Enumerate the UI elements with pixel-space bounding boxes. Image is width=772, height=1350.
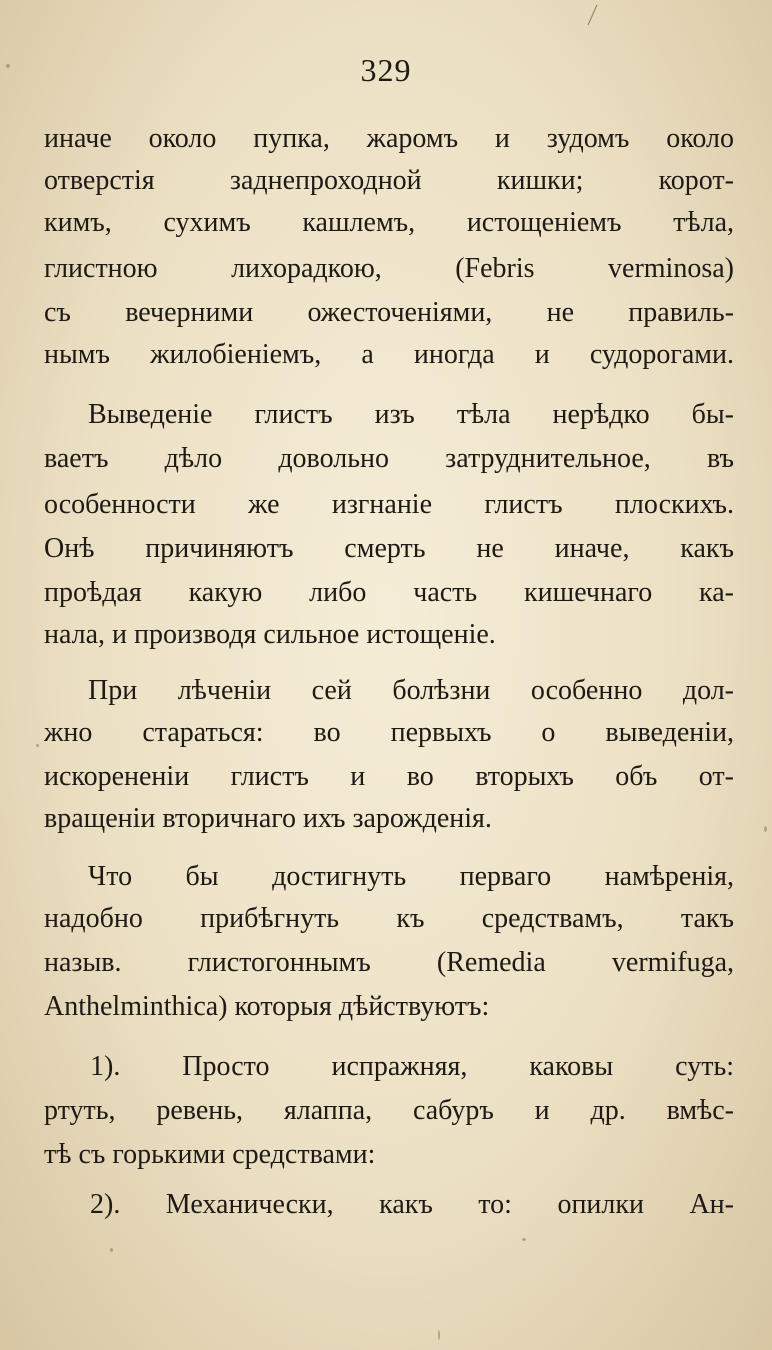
text-line: Что бы достигнуть перваго намѣренія,: [88, 861, 734, 892]
page-speck: [110, 1248, 113, 1252]
text-line: Anthelminthica) которыя дѣйствуютъ:: [44, 991, 490, 1022]
text-line: вращеніи вторичнаго ихъ зарожденія.: [44, 803, 492, 834]
text-line: проѣдая какую либо часть кишечнаго ка-: [44, 577, 734, 608]
page-speck: [36, 744, 39, 747]
text-line: нымъ жилобіеніемъ, а иногда и судорогами.: [44, 339, 734, 370]
text-line: надобно прибѣгнуть къ средствамъ, такъ: [44, 903, 734, 934]
text-line: кимъ, сухимъ кашлемъ, истощеніемъ тѣла,: [44, 207, 734, 238]
page-speck: [522, 1238, 526, 1241]
text-line: глистною лихорадкою, (Febris verminosa): [44, 253, 734, 284]
page-number: 329: [360, 52, 412, 88]
text-line: Выведеніе глистъ изъ тѣла нерѣдко бы-: [88, 399, 734, 430]
list-item-line: 2). Механически, какъ то: опилки Ан-: [90, 1189, 734, 1220]
text-line: отверстія заднепроходной кишки; корот-: [44, 165, 734, 196]
text-line: Онѣ причиняютъ смерть не иначе, какъ: [44, 533, 734, 564]
page-speck: [764, 826, 767, 832]
text-line: искорененіи глистъ и во вторыхъ объ от-: [44, 761, 734, 792]
text-line: особенности же изгнаніе глистъ плоскихъ.: [44, 489, 734, 520]
text-line: тѣ съ горькими средствами:: [44, 1139, 376, 1170]
page-speck: [438, 1330, 440, 1340]
text-line: иначе около пупка, жаромъ и зудомъ около: [44, 123, 734, 154]
text-line: ртуть, ревень, ялаппа, сабуръ и др. вмѣс-: [44, 1095, 734, 1126]
list-item-line: 1). Просто испражняя, каковы суть:: [90, 1051, 734, 1082]
text-line: жно стараться: во первыхъ о выведеніи,: [44, 717, 734, 748]
text-line: съ вечерними ожесточеніями, не правиль-: [44, 297, 734, 328]
text-line: назыв. глистогоннымъ (Remedia vermifuga,: [44, 947, 734, 978]
text-line: ваетъ дѣло довольно затруднительное, въ: [44, 443, 734, 474]
page-scratch-mark: [588, 5, 598, 26]
text-line: нала, и производя сильное истощеніе.: [44, 619, 496, 650]
text-line: При лѣченіи сей болѣзни особенно дол-: [88, 675, 734, 706]
